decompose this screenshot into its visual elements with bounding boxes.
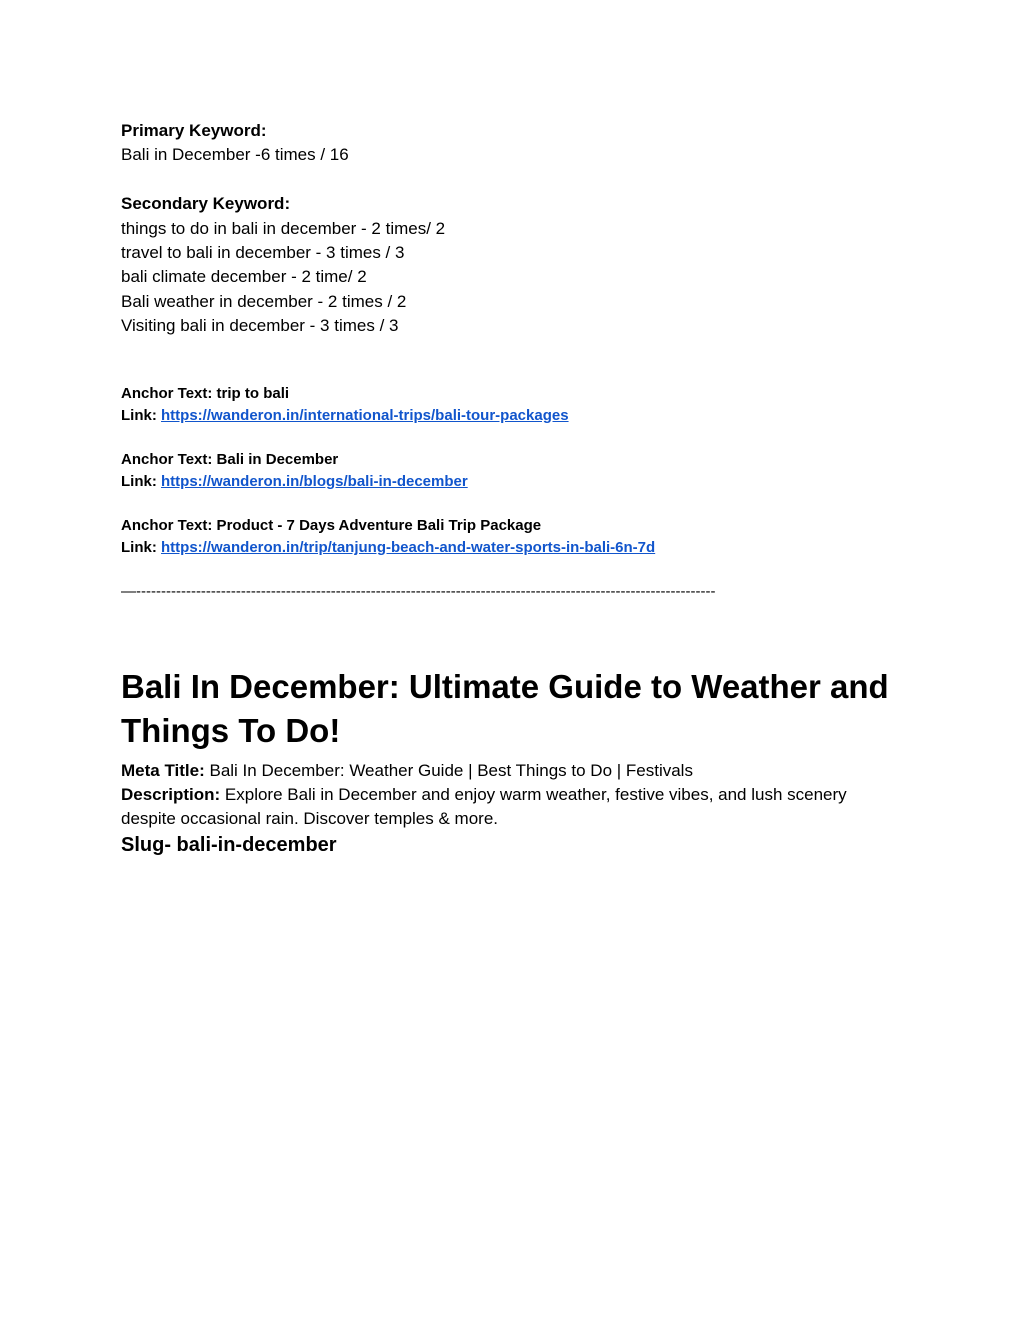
link-label: Link: (121, 406, 157, 424)
description-value: Explore Bali in December and enjoy warm weather, festive vibes, and lush scenery despite occasional rain. Discover temples & more. (121, 785, 847, 829)
anchor-text: Anchor Text: trip to bali (121, 384, 290, 402)
link-label: Link: (121, 472, 157, 490)
primary-keyword-value: Bali in December -6 times / 16 (121, 145, 349, 165)
meta-title-value: Bali In December: Weather Guide | Best Things to Do | Festivals (204, 760, 693, 780)
anchor-link[interactable]: https://wanderon.in/blogs/bali-in-december (161, 472, 468, 490)
secondary-keyword-item: Bali weather in december - 2 times / 2 (121, 291, 407, 311)
link-row (121, 537, 921, 559)
spacer (121, 427, 921, 449)
secondary-keyword-heading: Secondary Keyword: (121, 194, 291, 214)
anchor-text: Anchor Text: Product - 7 Days Adventure Bali Trip Package (121, 516, 542, 534)
description-label: Description: (121, 785, 221, 805)
secondary-keyword-item: travel to bali in december - 3 times / 3 (121, 243, 405, 263)
spacer (121, 493, 921, 515)
secondary-keyword-item: things to do in bali in december - 2 times/ 2 (121, 218, 446, 238)
anchor-link[interactable]: https://wanderon.in/trip/tanjung-beach-and-water-sports-in-bali-6n-7d (161, 538, 656, 556)
link-row (121, 405, 921, 427)
divider-line: —-------------------------------------------------------------------------------------------------------------------- (121, 582, 716, 600)
secondary-keyword-item: Visiting bali in december - 3 times / 3 (121, 316, 399, 336)
anchor-text: Anchor Text: Bali in December (121, 450, 339, 468)
meta-title-label: Meta Title: (121, 760, 205, 780)
meta-title-row (121, 759, 861, 783)
secondary-keyword-item: bali climate december - 2 time/ 2 (121, 267, 367, 287)
link-row (121, 471, 921, 493)
link-label: Link: (121, 538, 157, 556)
spacer (121, 168, 921, 192)
spacer (121, 603, 921, 665)
spacer (121, 339, 921, 383)
primary-keyword-heading: Primary Keyword: (121, 121, 267, 140)
slug-text: Slug- bali-in-december (121, 833, 337, 856)
document-page (121, 119, 921, 859)
description-row (121, 783, 861, 832)
article-title: Bali In December: Ultimate Guide to Weather and Things To Do! (121, 667, 889, 749)
spacer (121, 559, 921, 581)
anchor-link[interactable]: https://wanderon.in/international-trips/bali-tour-packages (161, 406, 569, 424)
